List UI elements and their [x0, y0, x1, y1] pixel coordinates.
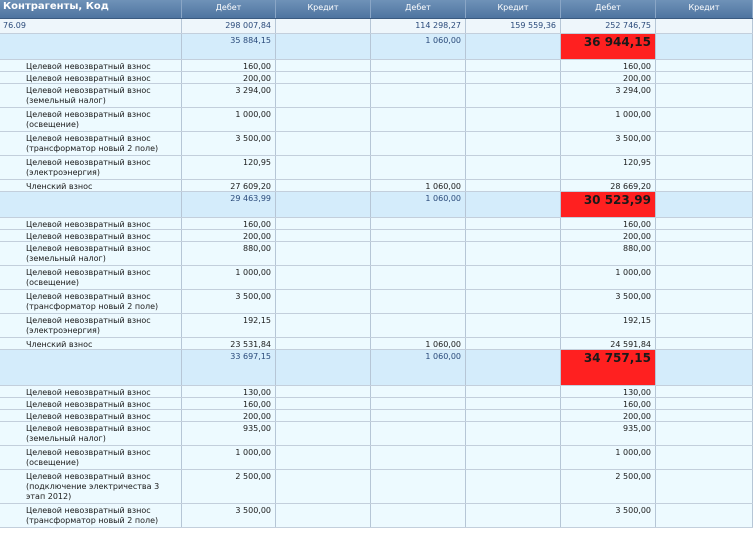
- row-debit-2[interactable]: [371, 422, 466, 445]
- row-debit-3[interactable]: [561, 108, 656, 131]
- row-debit-3[interactable]: [561, 60, 656, 71]
- row-credit-2[interactable]: [466, 132, 561, 155]
- row-credit-2[interactable]: [466, 398, 561, 409]
- row-credit-3[interactable]: [656, 242, 753, 265]
- payment-type-cell-text: Целевой невозвратный взнос (земельный налог): [26, 86, 151, 105]
- payment-type-cell-text: Целевой невозвратный взнос: [26, 62, 151, 71]
- row-debit-3-text: 3 500,00: [615, 292, 651, 301]
- table-row[interactable]: [0, 290, 753, 314]
- table-row[interactable]: [0, 72, 753, 84]
- payment-type-cell[interactable]: [0, 108, 182, 131]
- row-debit-3-text: 1 000,00: [615, 110, 651, 119]
- row-credit-3[interactable]: [656, 180, 753, 191]
- row-debit-2[interactable]: [371, 504, 466, 527]
- row-debit-1-text: 3 500,00: [235, 506, 271, 515]
- row-debit-3-text: 3 500,00: [615, 506, 651, 515]
- row-credit-1[interactable]: [276, 410, 371, 421]
- table-row[interactable]: [0, 180, 753, 192]
- row-debit-1-text: 27 609,20: [230, 182, 271, 191]
- payment-type-cell[interactable]: [0, 132, 182, 155]
- row-credit-1[interactable]: [276, 218, 371, 229]
- row-debit-3[interactable]: [561, 410, 656, 421]
- row-debit-1-text: 1 000,00: [235, 268, 271, 277]
- row-credit-3[interactable]: [656, 504, 753, 527]
- row-debit-3[interactable]: [561, 84, 656, 107]
- row-debit-1-text: 120,95: [243, 158, 271, 167]
- table-row[interactable]: [0, 422, 753, 446]
- row-debit-1[interactable]: [182, 504, 276, 527]
- payment-type-cell[interactable]: [0, 230, 182, 241]
- row-debit-1-text: 200,00: [243, 232, 271, 241]
- row-debit-3-text: 880,00: [623, 244, 651, 253]
- row-debit-3-text: 200,00: [623, 232, 651, 241]
- row-debit-1[interactable]: [182, 266, 276, 289]
- row-debit-2[interactable]: [371, 338, 466, 349]
- row-credit-2[interactable]: [466, 230, 561, 241]
- payment-type-cell[interactable]: [0, 422, 182, 445]
- payment-type-cell[interactable]: [0, 386, 182, 397]
- row-debit-3-text: 192,15: [623, 316, 651, 325]
- row-credit-1[interactable]: [276, 446, 371, 469]
- total-credit-2[interactable]: [466, 19, 561, 33]
- row-debit-1[interactable]: [182, 108, 276, 131]
- row-credit-1[interactable]: [276, 132, 371, 155]
- row-debit-3[interactable]: [561, 72, 656, 83]
- row-debit-2[interactable]: [371, 132, 466, 155]
- row-debit-2[interactable]: [371, 230, 466, 241]
- row-debit-1-text: 160,00: [243, 62, 271, 71]
- group-name-cell[interactable]: [0, 34, 182, 59]
- row-credit-1[interactable]: [276, 242, 371, 265]
- row-credit-2[interactable]: [466, 72, 561, 83]
- account-total-row[interactable]: [0, 19, 753, 34]
- payment-type-cell-text: Целевой невозвратный взнос (освещение): [26, 110, 151, 129]
- row-debit-1[interactable]: [182, 60, 276, 71]
- row-debit-3-text: 130,00: [623, 388, 651, 397]
- row-debit-1[interactable]: [182, 314, 276, 337]
- row-debit-1[interactable]: [182, 230, 276, 241]
- row-credit-1[interactable]: [276, 386, 371, 397]
- row-debit-3[interactable]: [561, 446, 656, 469]
- row-debit-2[interactable]: [371, 72, 466, 83]
- column-header-credit-3-text: Кредит: [688, 3, 720, 12]
- table-row[interactable]: [0, 410, 753, 422]
- table-row[interactable]: [0, 108, 753, 132]
- group-debit-1-text: 29 463,99: [230, 194, 271, 203]
- row-credit-1[interactable]: [276, 398, 371, 409]
- payment-type-cell[interactable]: [0, 156, 182, 179]
- group-debit-3[interactable]: [561, 34, 656, 59]
- payment-type-cell[interactable]: [0, 242, 182, 265]
- payment-type-cell[interactable]: [0, 218, 182, 229]
- payment-type-cell[interactable]: [0, 290, 182, 313]
- row-debit-3[interactable]: [561, 290, 656, 313]
- row-credit-3[interactable]: [656, 386, 753, 397]
- row-debit-1-text: 192,15: [243, 316, 271, 325]
- row-debit-2[interactable]: [371, 84, 466, 107]
- row-debit-3-text: 3 294,00: [615, 86, 651, 95]
- group-credit-2[interactable]: [466, 34, 561, 59]
- payment-type-cell-text: Целевой невозвратный взнос (электроэнергия): [26, 158, 151, 177]
- row-debit-1-text: 200,00: [243, 74, 271, 83]
- row-credit-2[interactable]: [466, 242, 561, 265]
- payment-type-cell-text: Целевой невозвратный взнос (освещение): [26, 448, 151, 467]
- row-debit-3-text: 935,00: [623, 424, 651, 433]
- group-credit-2[interactable]: [466, 350, 561, 385]
- row-credit-2[interactable]: [466, 422, 561, 445]
- group-debit-2-text: 1 060,00: [425, 194, 461, 203]
- row-credit-2[interactable]: [466, 338, 561, 349]
- row-credit-1[interactable]: [276, 156, 371, 179]
- row-credit-3[interactable]: [656, 132, 753, 155]
- row-credit-2[interactable]: [466, 504, 561, 527]
- table-row[interactable]: [0, 470, 753, 504]
- total-debit-1[interactable]: [182, 19, 276, 33]
- column-header-credit-1-text: Кредит: [307, 3, 339, 12]
- total-debit-1-text: 298 007,84: [225, 21, 271, 30]
- row-credit-3[interactable]: [656, 410, 753, 421]
- total-credit-1[interactable]: [276, 19, 371, 33]
- table-row[interactable]: [0, 242, 753, 266]
- row-debit-2[interactable]: [371, 218, 466, 229]
- column-header-debit-1-text: Дебет: [215, 3, 242, 12]
- payment-type-cell-text: Целевой невозвратный взнос: [26, 400, 151, 409]
- column-header-credit-3[interactable]: [656, 0, 753, 18]
- row-debit-1-text: 160,00: [243, 220, 271, 229]
- group-debit-2[interactable]: [371, 350, 466, 385]
- group-credit-1[interactable]: [276, 192, 371, 217]
- payment-type-cell[interactable]: [0, 470, 182, 503]
- row-credit-3[interactable]: [656, 156, 753, 179]
- row-debit-1[interactable]: [182, 72, 276, 83]
- row-debit-3[interactable]: [561, 156, 656, 179]
- column-header-debit-1[interactable]: [182, 0, 276, 18]
- group-debit-3-text: 34 757,15: [583, 351, 651, 365]
- row-debit-1-text: 200,00: [243, 412, 271, 421]
- row-debit-1[interactable]: [182, 242, 276, 265]
- group-debit-1-text: 35 884,15: [230, 36, 271, 45]
- table-row[interactable]: [0, 504, 753, 528]
- row-credit-1[interactable]: [276, 470, 371, 503]
- row-debit-2[interactable]: [371, 470, 466, 503]
- payment-type-cell-text: Членский взнос: [26, 182, 93, 191]
- group-credit-1[interactable]: [276, 350, 371, 385]
- total-credit-2-text: 159 559,36: [510, 21, 556, 30]
- row-debit-3[interactable]: [561, 218, 656, 229]
- row-credit-1[interactable]: [276, 422, 371, 445]
- table-row[interactable]: [0, 398, 753, 410]
- payment-type-cell-text: Целевой невозвратный взнос (электроэнергия): [26, 316, 151, 335]
- row-debit-3-text: 2 500,00: [615, 472, 651, 481]
- payment-type-cell-text: Целевой невозвратный взнос: [26, 232, 151, 241]
- payment-type-cell[interactable]: [0, 84, 182, 107]
- row-debit-3[interactable]: [561, 242, 656, 265]
- row-debit-1[interactable]: [182, 422, 276, 445]
- table-row[interactable]: [0, 230, 753, 242]
- row-debit-3-text: 28 669,20: [610, 182, 651, 191]
- row-debit-1[interactable]: [182, 156, 276, 179]
- row-credit-2[interactable]: [466, 84, 561, 107]
- row-debit-1[interactable]: [182, 470, 276, 503]
- payment-type-cell[interactable]: [0, 60, 182, 71]
- row-debit-1[interactable]: [182, 290, 276, 313]
- row-debit-3[interactable]: [561, 386, 656, 397]
- group-debit-3[interactable]: [561, 350, 656, 385]
- group-debit-2[interactable]: [371, 34, 466, 59]
- row-credit-3[interactable]: [656, 84, 753, 107]
- row-credit-1[interactable]: [276, 60, 371, 71]
- payment-type-cell[interactable]: [0, 180, 182, 191]
- row-debit-3-text: 1 000,00: [615, 448, 651, 457]
- account-code-cell[interactable]: [0, 19, 182, 33]
- account-code-cell-text: 76.09: [3, 21, 26, 30]
- row-debit-2-text: 1 060,00: [425, 182, 461, 191]
- payment-type-cell[interactable]: [0, 266, 182, 289]
- group-name-cell[interactable]: [0, 350, 182, 385]
- total-debit-2-text: 114 298,27: [415, 21, 461, 30]
- group-debit-3-text: 36 944,15: [583, 35, 651, 49]
- row-debit-1[interactable]: [182, 386, 276, 397]
- payment-type-cell-text: Целевой невозвратный взнос: [26, 220, 151, 229]
- row-debit-1-text: 1 000,00: [235, 448, 271, 457]
- table-row[interactable]: [0, 84, 753, 108]
- row-credit-3[interactable]: [656, 470, 753, 503]
- column-header-credit-2[interactable]: [466, 0, 561, 18]
- group-debit-1-text: 33 697,15: [230, 352, 271, 361]
- row-debit-3[interactable]: [561, 338, 656, 349]
- group-credit-1[interactable]: [276, 34, 371, 59]
- row-credit-2[interactable]: [466, 266, 561, 289]
- table-row[interactable]: [0, 156, 753, 180]
- row-debit-3-text: 160,00: [623, 400, 651, 409]
- column-header-debit-2-text: Дебет: [405, 3, 431, 12]
- total-credit-3[interactable]: [656, 19, 753, 33]
- row-debit-3[interactable]: [561, 470, 656, 503]
- group-debit-1[interactable]: [182, 192, 276, 217]
- row-debit-2[interactable]: [371, 410, 466, 421]
- payment-type-cell-text: Членский взнос: [26, 340, 93, 349]
- payment-type-cell[interactable]: [0, 72, 182, 83]
- group-subtotal-row[interactable]: [0, 34, 753, 60]
- payment-type-cell-text: Целевой невозвратный взнос (трансформатор новый 2 поле): [26, 134, 159, 153]
- row-debit-3-text: 120,95: [623, 158, 651, 167]
- row-debit-1[interactable]: [182, 398, 276, 409]
- total-debit-2[interactable]: [371, 19, 466, 33]
- row-credit-3[interactable]: [656, 266, 753, 289]
- group-debit-2-text: 1 060,00: [425, 36, 461, 45]
- row-debit-3-text: 1 000,00: [615, 268, 651, 277]
- row-credit-2[interactable]: [466, 410, 561, 421]
- row-debit-1-text: 1 000,00: [235, 110, 271, 119]
- row-credit-2[interactable]: [466, 218, 561, 229]
- group-credit-3[interactable]: [656, 350, 753, 385]
- table-row[interactable]: [0, 446, 753, 470]
- row-debit-1-text: 2 500,00: [235, 472, 271, 481]
- row-debit-2-text: 1 060,00: [425, 340, 461, 349]
- row-credit-1[interactable]: [276, 290, 371, 313]
- table-row[interactable]: [0, 60, 753, 72]
- payment-type-cell[interactable]: [0, 398, 182, 409]
- payment-type-cell-text: Целевой невозвратный взнос: [26, 74, 151, 83]
- row-credit-2[interactable]: [466, 180, 561, 191]
- row-debit-1[interactable]: [182, 132, 276, 155]
- row-debit-1[interactable]: [182, 446, 276, 469]
- group-credit-3[interactable]: [656, 192, 753, 217]
- row-debit-3-text: 3 500,00: [615, 134, 651, 143]
- row-debit-2[interactable]: [371, 156, 466, 179]
- row-credit-1[interactable]: [276, 180, 371, 191]
- row-debit-1-text: 3 500,00: [235, 292, 271, 301]
- row-debit-1-text: 3 500,00: [235, 134, 271, 143]
- table-row[interactable]: [0, 266, 753, 290]
- payment-type-cell[interactable]: [0, 446, 182, 469]
- column-header-credit-2-text: Кредит: [497, 3, 529, 12]
- row-debit-1[interactable]: [182, 338, 276, 349]
- row-debit-2[interactable]: [371, 180, 466, 191]
- row-credit-3[interactable]: [656, 72, 753, 83]
- row-credit-2[interactable]: [466, 60, 561, 71]
- row-credit-2[interactable]: [466, 314, 561, 337]
- group-subtotal-row[interactable]: [0, 350, 753, 386]
- group-debit-2-text: 1 060,00: [425, 352, 461, 361]
- total-debit-3-text: 252 746,75: [605, 21, 651, 30]
- row-debit-2[interactable]: [371, 314, 466, 337]
- row-debit-1[interactable]: [182, 218, 276, 229]
- row-credit-1[interactable]: [276, 266, 371, 289]
- row-debit-1-text: 23 531,84: [230, 340, 271, 349]
- row-debit-1-text: 880,00: [243, 244, 271, 253]
- payment-type-cell[interactable]: [0, 338, 182, 349]
- payment-type-cell-text: Целевой невозвратный взнос (освещение): [26, 268, 151, 287]
- group-debit-3-text: 30 523,99: [583, 193, 651, 207]
- row-debit-2[interactable]: [371, 398, 466, 409]
- payment-type-cell-text: Целевой невозвратный взнос: [26, 388, 151, 397]
- table-row[interactable]: [0, 314, 753, 338]
- row-debit-1-text: 160,00: [243, 400, 271, 409]
- group-debit-2[interactable]: [371, 192, 466, 217]
- row-debit-1[interactable]: [182, 410, 276, 421]
- payment-type-cell-text: Целевой невозвратный взнос: [26, 412, 151, 421]
- group-credit-2[interactable]: [466, 192, 561, 217]
- payment-type-cell-text: Целевой невозвратный взнос (трансформатор новый 2 поле): [26, 292, 159, 311]
- group-subtotal-row[interactable]: [0, 192, 753, 218]
- row-credit-2[interactable]: [466, 446, 561, 469]
- payment-type-cell-text: Целевой невозвратный взнос (земельный налог): [26, 424, 151, 443]
- row-debit-2[interactable]: [371, 108, 466, 131]
- row-credit-2[interactable]: [466, 470, 561, 503]
- row-credit-1[interactable]: [276, 84, 371, 107]
- row-credit-3[interactable]: [656, 230, 753, 241]
- payment-type-cell[interactable]: [0, 314, 182, 337]
- row-debit-2[interactable]: [371, 60, 466, 71]
- row-debit-1-text: 130,00: [243, 388, 271, 397]
- row-credit-3[interactable]: [656, 108, 753, 131]
- row-debit-3-text: 200,00: [623, 412, 651, 421]
- row-debit-1[interactable]: [182, 84, 276, 107]
- row-debit-2[interactable]: [371, 446, 466, 469]
- row-credit-1[interactable]: [276, 314, 371, 337]
- table-row[interactable]: [0, 218, 753, 230]
- row-credit-3[interactable]: [656, 398, 753, 409]
- column-header-credit-1[interactable]: [276, 0, 371, 18]
- row-credit-1[interactable]: [276, 230, 371, 241]
- row-credit-3[interactable]: [656, 60, 753, 71]
- row-debit-1-text: 3 294,00: [235, 86, 271, 95]
- row-debit-3-text: 160,00: [623, 62, 651, 71]
- row-credit-3[interactable]: [656, 338, 753, 349]
- column-header-debit-3[interactable]: [561, 0, 656, 18]
- column-header-contractor-text: Контрагенты, Код: [3, 1, 109, 12]
- row-debit-3[interactable]: [561, 398, 656, 409]
- group-credit-3[interactable]: [656, 34, 753, 59]
- row-debit-1-text: 935,00: [243, 424, 271, 433]
- payment-type-cell-text: Целевой невозвратный взнос (земельный налог): [26, 244, 151, 263]
- row-credit-1[interactable]: [276, 338, 371, 349]
- row-credit-2[interactable]: [466, 156, 561, 179]
- row-credit-1[interactable]: [276, 504, 371, 527]
- row-debit-3[interactable]: [561, 266, 656, 289]
- column-header-debit-2[interactable]: [371, 0, 466, 18]
- payment-type-cell-text: Целевой невозвратный взнос (трансформатор новый 2 поле): [26, 506, 159, 525]
- payment-type-cell[interactable]: [0, 410, 182, 421]
- row-debit-3[interactable]: [561, 504, 656, 527]
- row-debit-2[interactable]: [371, 266, 466, 289]
- row-debit-1[interactable]: [182, 180, 276, 191]
- row-credit-1[interactable]: [276, 108, 371, 131]
- table-row[interactable]: [0, 338, 753, 350]
- payment-type-cell-text: Целевой невозвратный взнос (подключение электричества 3 этап 2012): [26, 472, 160, 501]
- row-debit-3-text: 200,00: [623, 74, 651, 83]
- row-debit-3[interactable]: [561, 132, 656, 155]
- row-credit-1[interactable]: [276, 72, 371, 83]
- group-debit-1[interactable]: [182, 350, 276, 385]
- row-credit-3[interactable]: [656, 218, 753, 229]
- row-debit-3[interactable]: [561, 180, 656, 191]
- row-credit-2[interactable]: [466, 290, 561, 313]
- table-row[interactable]: [0, 132, 753, 156]
- row-debit-2[interactable]: [371, 290, 466, 313]
- row-credit-3[interactable]: [656, 314, 753, 337]
- row-debit-2[interactable]: [371, 242, 466, 265]
- row-debit-3-text: 160,00: [623, 220, 651, 229]
- group-debit-3[interactable]: [561, 192, 656, 217]
- group-name-cell[interactable]: [0, 192, 182, 217]
- table-row[interactable]: [0, 386, 753, 398]
- row-credit-2[interactable]: [466, 108, 561, 131]
- row-debit-2[interactable]: [371, 386, 466, 397]
- row-debit-3[interactable]: [561, 314, 656, 337]
- column-header-debit-3-text: Дебет: [595, 3, 621, 12]
- row-credit-3[interactable]: [656, 290, 753, 313]
- row-credit-3[interactable]: [656, 446, 753, 469]
- column-header-row: [0, 0, 753, 19]
- row-debit-3-text: 24 591,84: [610, 340, 651, 349]
- row-debit-3[interactable]: [561, 230, 656, 241]
- row-credit-2[interactable]: [466, 386, 561, 397]
- row-debit-3[interactable]: [561, 422, 656, 445]
- column-header-contractor[interactable]: [0, 0, 182, 18]
- group-debit-1[interactable]: [182, 34, 276, 59]
- row-credit-3[interactable]: [656, 422, 753, 445]
- payment-type-cell[interactable]: [0, 504, 182, 527]
- total-debit-3[interactable]: [561, 19, 656, 33]
